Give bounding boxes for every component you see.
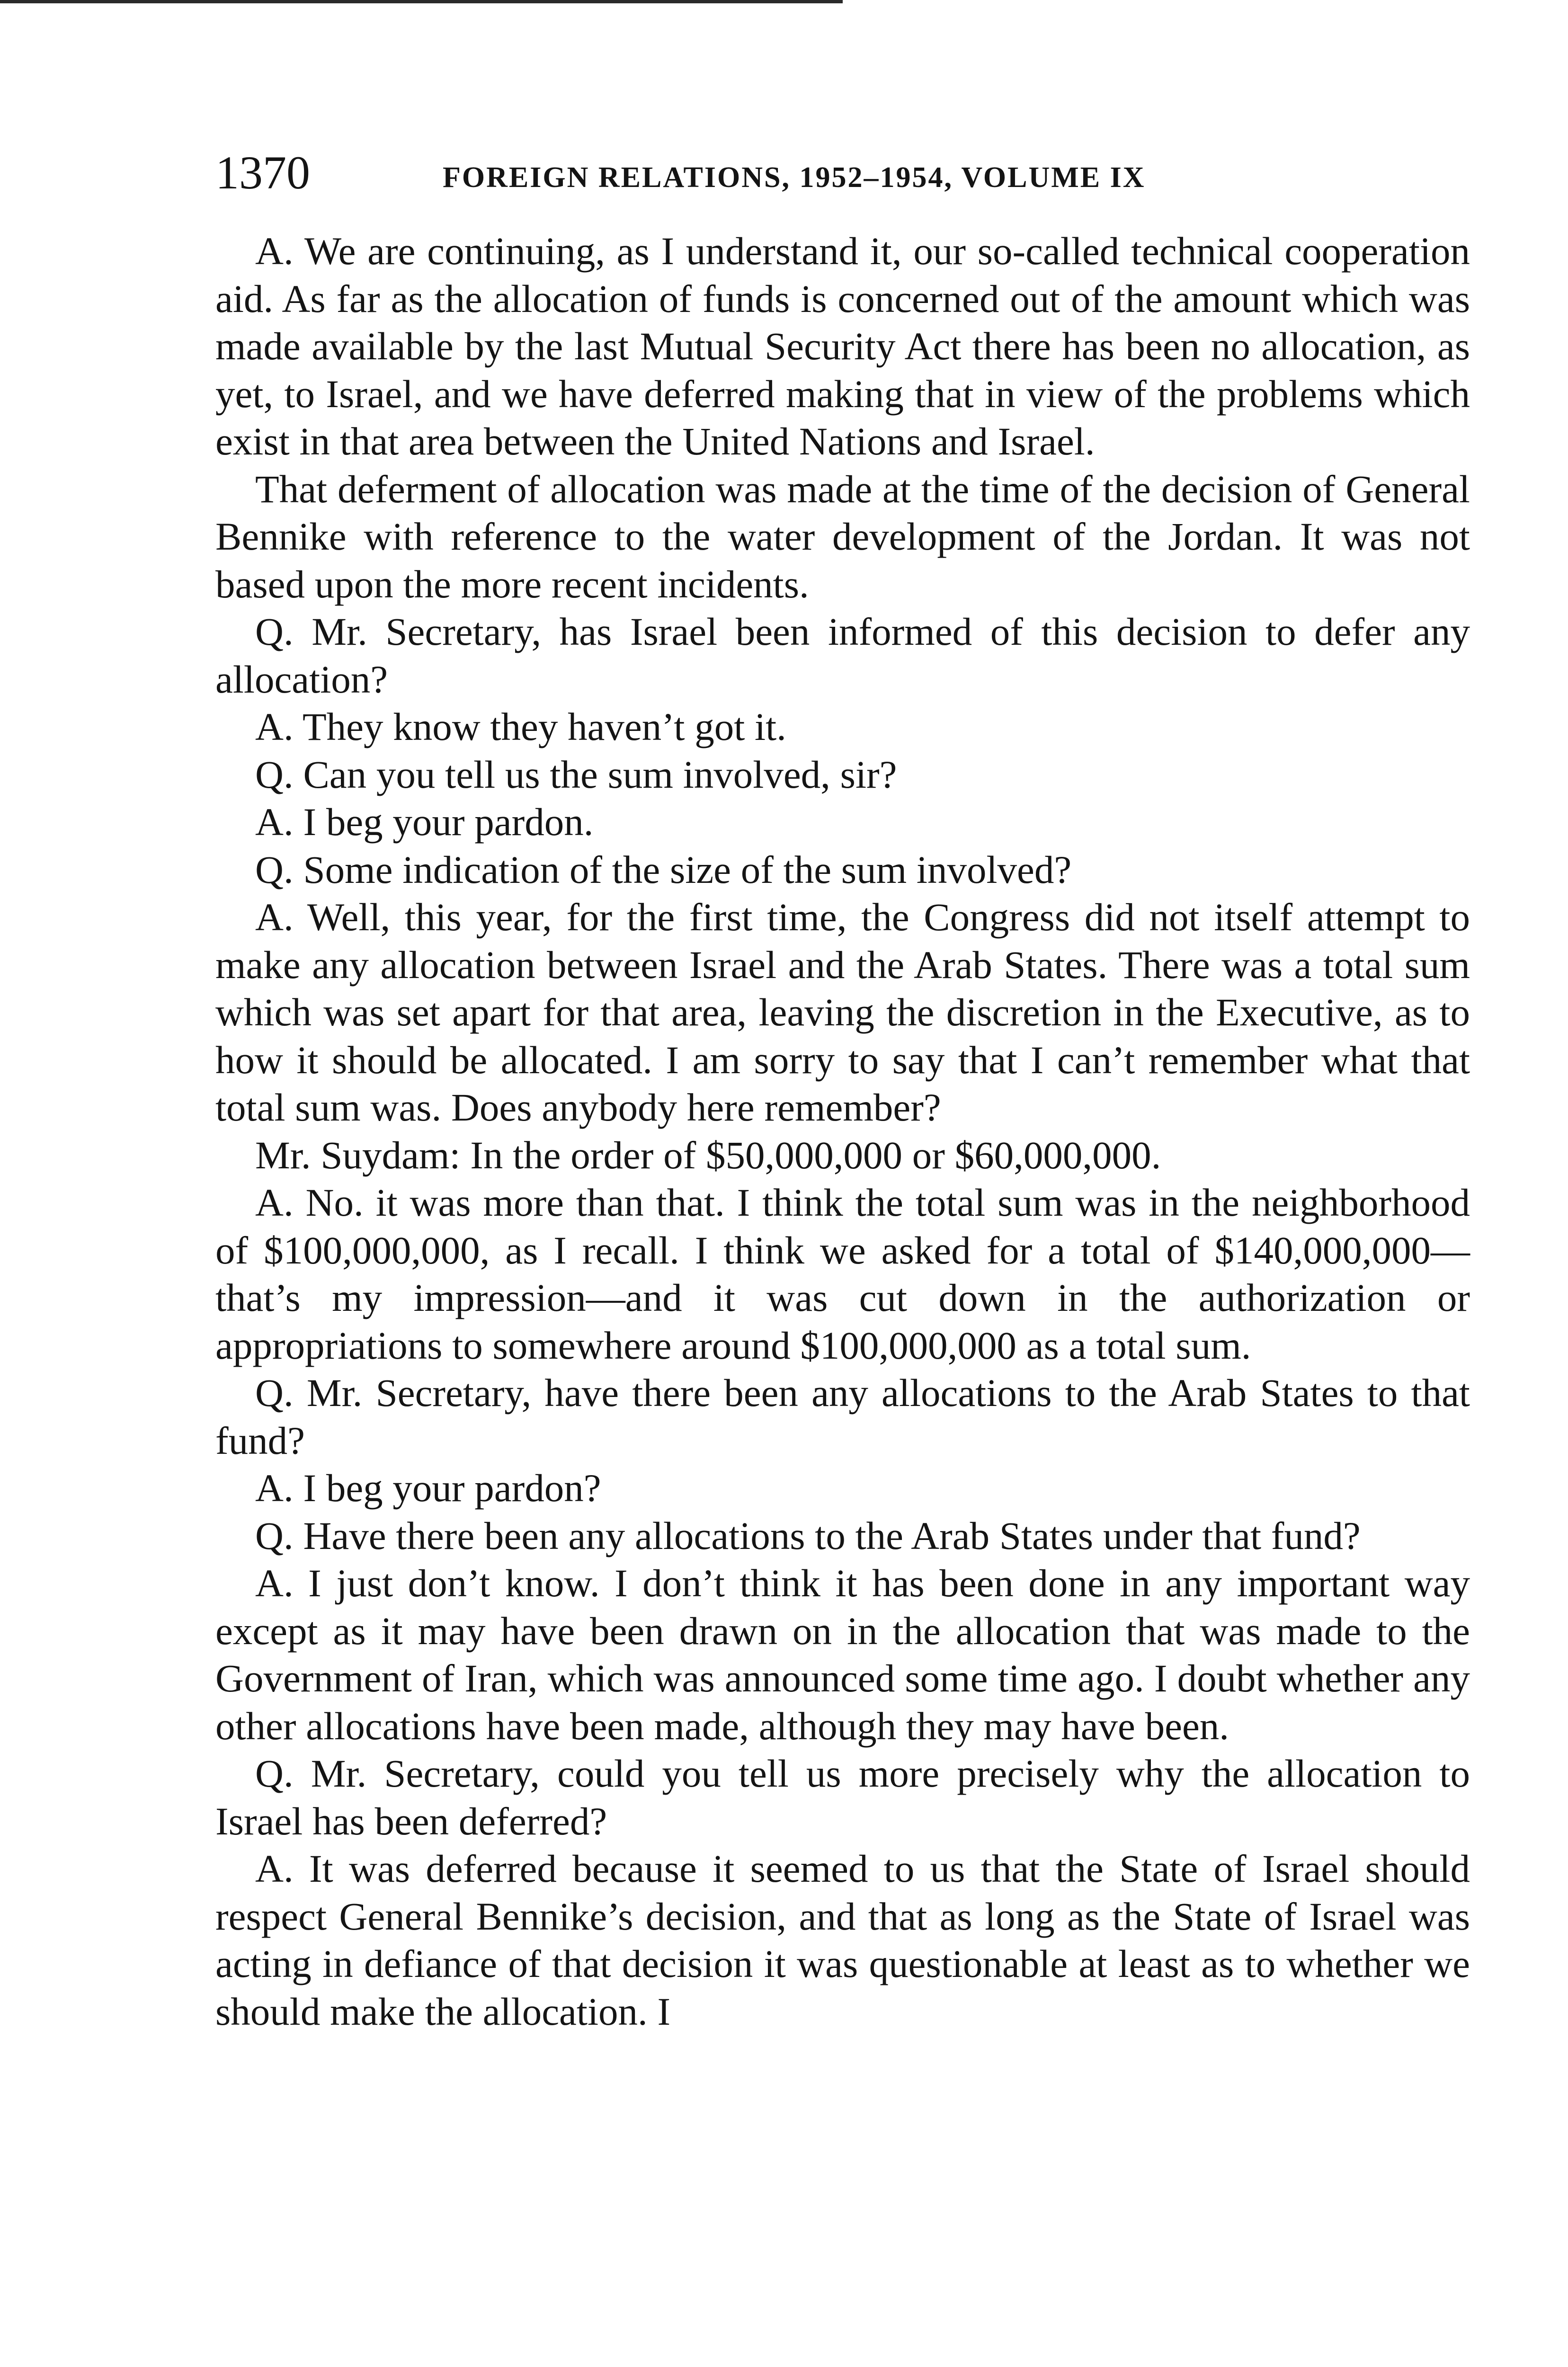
paragraph: A. We are continuing, as I understand it, our so-called technical cooperation aid. As far as the allocation of funds is concerned out of the amount which was made available by the last Mutual Security Act there has been no allocation, as yet, to Israel, and we have deferred making that in view of the problems which exist in that area between the United Nations and Israel. xyxy=(215,229,1470,463)
top-rule xyxy=(0,0,843,3)
paragraph: Q. Mr. Secretary, has Israel been informed of this decision to defer any allocation? xyxy=(215,610,1470,701)
running-head: FOREIGN RELATIONS, 1952–1954, VOLUME IX xyxy=(443,161,1146,194)
paragraph: Q. Some indication of the size of the sum involved? xyxy=(255,847,1072,891)
paragraph: That deferment of allocation was made at the time of the decision of General Bennike with reference to the water development of the Jordan. It was not based upon the more recent incidents. xyxy=(215,467,1470,606)
paragraph: A. I beg your pardon. xyxy=(255,800,594,844)
paragraph: A. It was deferred because it seemed to us that the State of Israel should respect General Bennike’s decision, and that as long as the State of Israel was acting in defiance of that decision it was questionable at least as to whether we should make the allocation. I xyxy=(215,1847,1470,2033)
paragraph: Q. Have there been any allocations to the Arab States under that fund? xyxy=(255,1513,1361,1557)
paragraph: Q. Mr. Secretary, could you tell us more precisely why the allocation to Israel has been deferred? xyxy=(215,1752,1470,1843)
paragraph: A. I beg your pardon? xyxy=(255,1466,601,1510)
paragraph: Q. Mr. Secretary, have there been any allocations to the Arab States to that fund? xyxy=(215,1371,1470,1462)
paragraph: A. Well, this year, for the first time, the Congress did not itself attempt to make any allocation between Israel and the Arab States. There was a total sum which was set apart for that area, leaving the discretion in the Executive, as to how it should be allocated. I am sorry to say that I can’t remember what that total sum was. Does anybody here remember? xyxy=(215,895,1470,1129)
paragraph: A. They know they haven’t got it. xyxy=(255,705,786,748)
paragraph: A. I just don’t know. I don’t think it has been done in any important way except as it may have been drawn on in the allocation that was made to the Government of Iran, which was announced some time ago. I doubt whether any other allocations have been made, although they may have been. xyxy=(215,1561,1470,1748)
paragraph: Mr. Suydam: In the order of $50,000,000 or $60,000,000. xyxy=(255,1133,1161,1177)
page-number: 1370 xyxy=(215,146,310,199)
body-text xyxy=(215,227,1470,2035)
page-header xyxy=(215,144,1494,201)
paragraph: Q. Can you tell us the sum involved, sir? xyxy=(255,752,897,796)
paragraph: A. No. it was more than that. I think the total sum was in the neighborhood of $100,000,000, as I recall. I think we asked for a total of $140,000,000—that’s my impression—and it was cut down in the authorization or appropriations to somewhere around $100,000,000 as a total sum. xyxy=(215,1181,1470,1367)
